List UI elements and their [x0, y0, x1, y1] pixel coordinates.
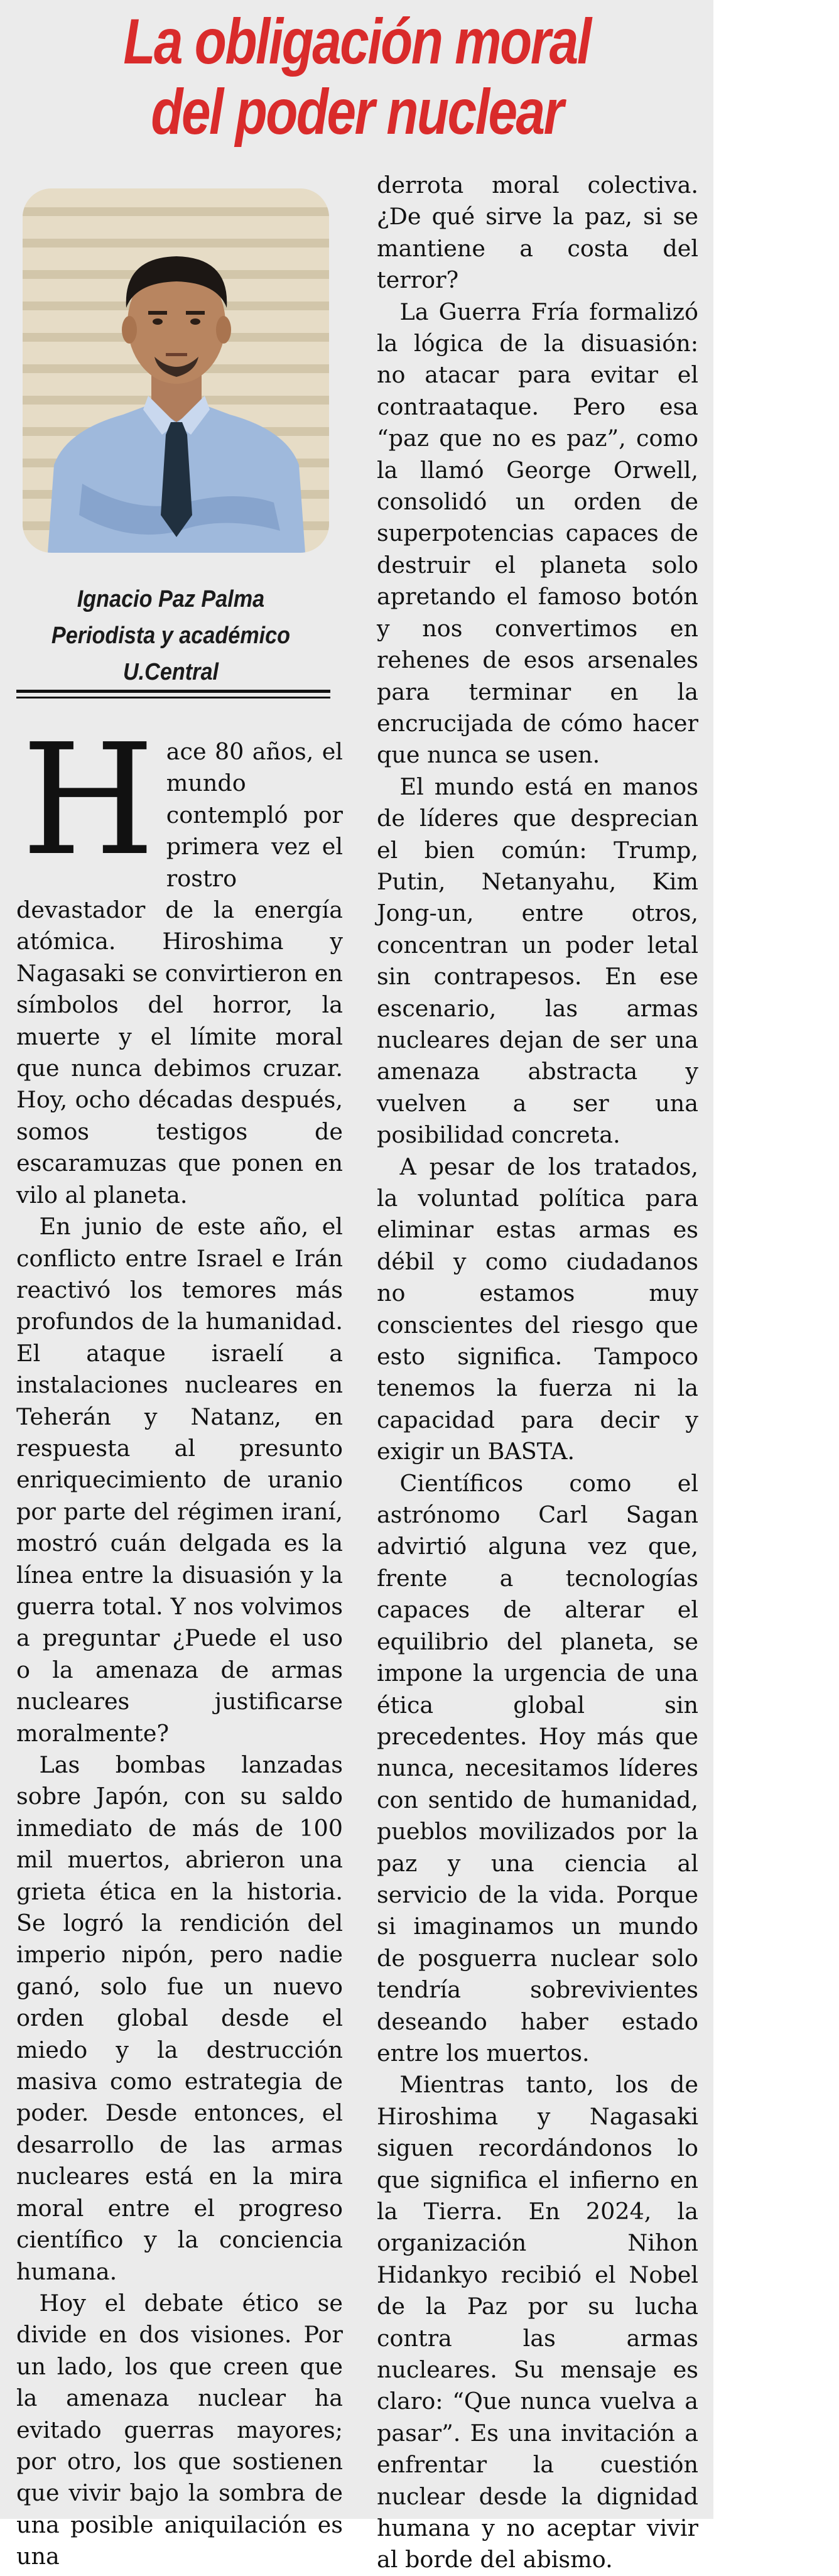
article-paragraph: La Guerra Fría formalizó la lógica de la disuasión: no atacar para evitar el contraataque. Pero esa “paz que no es paz”, como la llamó George Orwell, consolidó un orden de superpotencias capaces de destruir el planeta solo apretando el famoso botón y nos convertimos en rehenes de esos arsenales para terminar en la encrucijada de cómo hacer que nunca se usen. [377, 298, 698, 769]
author-name: Ignacio Paz Palma [77, 586, 265, 612]
article-column-left [16, 711, 343, 2573]
author-photo [23, 188, 329, 553]
article-paragraph: Las bombas lanzadas sobre Japón, con su saldo inmediato de más de 100 mil muertos, abrieron una grieta ética en la historia. Se logró la rendición del imperio nipón, pero nadie ganó, solo fue un nuevo orden global desde el miedo y la destrucción masiva como estrategia de poder. Desde entonces, el desarrollo de las armas nucleares está en la mira moral entre el progreso científico y la conciencia humana. [16, 1751, 343, 2285]
author-portrait-image [23, 188, 329, 553]
title-line-2: del poder nuclear [151, 76, 563, 148]
title-line-1: La obligación moral [123, 6, 590, 77]
byline-divider-bottom [16, 697, 330, 698]
article-paragraph: En junio de este año, el conflicto entre Israel e Irán reactivó los temores más profundos de la humanidad. El ataque israelí a instalaciones nucleares en Teherán y Natanz, en respuesta al presunto enriquecimiento de uranio por parte del régimen iraní, mostró cuán delgada es la línea entre la disuasión y la guerra total. Y nos volvimos a preguntar ¿Puede el uso o la amenaza de armas nucleares justificarse moralmente? [16, 1213, 343, 1747]
drop-cap: H [21, 711, 155, 889]
article-paragraph [16, 711, 343, 1211]
author-byline [14, 581, 328, 690]
article-paragraph: A pesar de los tratados, la voluntad política para eliminar estas armas es débil y como ciudadanos no estamos muy conscientes del riesgo que esto significa. Tampoco tenemos la fuerza ni la capacidad para decir y exigir un BASTA. [377, 1153, 698, 1465]
article-title [64, 6, 649, 147]
paragraph-text: ace 80 años, el mundo contempló por primera vez el rostro devastador de la energía atómica. Hiroshima y Nagasaki se convirtieron en símbolos del horror, la muerte y el límite moral que nunca debimos cruzar. Hoy, ocho décadas después, somos testigos de escaramuzas que ponen en vilo al planeta. [16, 738, 343, 1209]
article-paragraph: Mientras tanto, los de Hiroshima y Nagasaki siguen recordándonos lo que significa el infierno en la Tierra. En 2024, la organización Nihon Hidankyo recibió el Nobel de la Paz por su lucha contra las armas nucleares. Su mensaje es claro: “Que nunca vuelva a pasar”. Es una invitación a enfrentar la cuestión nuclear desde la dignidad humana y no aceptar vivir al borde del abismo. [377, 2071, 698, 2573]
article-column-right [377, 170, 698, 2576]
article-paragraph: Hoy el debate ético se divide en dos visiones. Por un lado, los que creen que la amenaza nuclear ha evitado guerras mayores; por otro, los que sostienen que vivir bajo la sombra de una posible aniquilación es una [16, 2289, 343, 2570]
byline-divider-top [16, 690, 330, 693]
article-paragraph: Científicos como el astrónomo Carl Sagan advirtió alguna vez que, frente a tecnologías capaces de alterar el equilibrio del planeta, se impone la urgencia de una ética global sin precedentes. Hoy más que nunca, necesitamos líderes con sentido de humanidad, pueblos movilizados por la paz y una ciencia al servicio de la vida. Porque si imaginamos un mundo de posguerra nuclear solo tendría sobrevivientes deseando haber estado entre los muertos. [377, 1469, 698, 2067]
article-paragraph: El mundo está en manos de líderes que desprecian el bien común: Trump, Putin, Netanyahu, Kim Jong-un, entre otros, concentran un poder letal sin contrapesos. En ese escenario, las armas nucleares dejan de ser una amenaza abstracta y vuelven a ser una posibilidad concreta. [377, 773, 698, 1149]
author-affiliation: U.Central [122, 659, 219, 685]
author-role: Periodista y académico [51, 622, 291, 649]
article-paragraph-continued: derrota moral colectiva. ¿De qué sirve la paz, si se mantiene a costa del terror? [377, 171, 698, 294]
